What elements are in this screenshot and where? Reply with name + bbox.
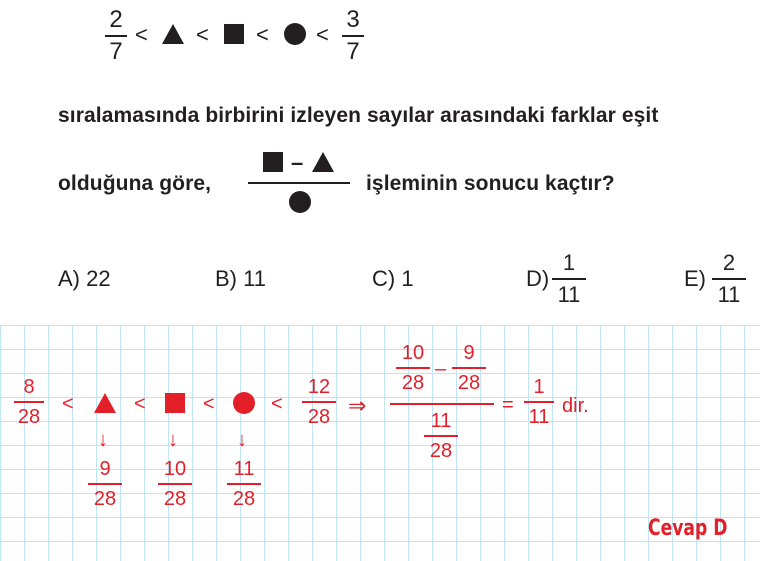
fraction-bar bbox=[342, 35, 364, 37]
triangle-icon bbox=[94, 393, 116, 413]
option-d-label[interactable]: D) bbox=[526, 266, 550, 291]
numerator: 9 bbox=[99, 458, 111, 480]
numerator: 1 bbox=[533, 376, 545, 398]
question-line-2-prefix: olduğuna göre, bbox=[58, 172, 212, 195]
denominator: 7 bbox=[346, 38, 360, 65]
equals-sign: = bbox=[502, 394, 514, 416]
triangle-icon bbox=[312, 152, 334, 172]
solution-right-fraction bbox=[302, 377, 336, 427]
arrow-down-icon: ↓ bbox=[237, 429, 247, 451]
numerator: 2 bbox=[722, 250, 736, 275]
question-line-1: sıralamasında birbirini izleyen sayılar arasındaki farklar eşit bbox=[58, 104, 659, 127]
numerator: 3 bbox=[346, 6, 360, 33]
result-suffix: dir. bbox=[562, 395, 589, 417]
denominator: 11 bbox=[717, 282, 741, 307]
option-c[interactable]: C) 1 bbox=[372, 266, 414, 291]
numerator: 9 bbox=[463, 342, 475, 364]
arrow-down-icon: ↓ bbox=[98, 429, 108, 451]
fraction-bar bbox=[105, 35, 127, 37]
less-than-sign: < bbox=[134, 393, 146, 415]
triangle-value-fraction bbox=[88, 459, 122, 509]
denominator: 7 bbox=[109, 38, 123, 65]
numerator: 1 bbox=[562, 250, 576, 275]
big-numerator-second-fraction bbox=[452, 343, 486, 393]
fraction-bar bbox=[248, 182, 350, 184]
square-icon bbox=[263, 152, 283, 172]
square-value-fraction bbox=[158, 459, 192, 509]
circle-icon bbox=[284, 23, 306, 45]
numerator: 11 bbox=[233, 458, 255, 480]
square-icon bbox=[224, 24, 244, 44]
numerator: 10 bbox=[401, 342, 425, 364]
arrow-down-icon: ↓ bbox=[168, 429, 178, 451]
option-e-label[interactable]: E) bbox=[684, 266, 706, 291]
fraction-bar bbox=[424, 435, 458, 437]
solution-left-fraction bbox=[14, 377, 44, 427]
solution-grid-background bbox=[0, 325, 760, 561]
less-than-sign: < bbox=[316, 22, 329, 47]
less-than-sign: < bbox=[196, 22, 209, 47]
numerator: 10 bbox=[163, 458, 187, 480]
top-left-fraction bbox=[105, 8, 127, 64]
answer-label: Cevap D bbox=[648, 516, 728, 541]
fraction-bar bbox=[396, 367, 430, 369]
option-e-fraction[interactable] bbox=[712, 252, 746, 306]
denominator: 11 bbox=[528, 406, 550, 428]
fraction-bar bbox=[712, 278, 746, 280]
square-icon bbox=[165, 393, 185, 413]
fraction-bar bbox=[14, 401, 44, 403]
denominator: 28 bbox=[232, 488, 256, 510]
less-than-sign: < bbox=[271, 393, 283, 415]
denominator: 28 bbox=[307, 406, 331, 428]
fraction-bar bbox=[524, 401, 554, 403]
circle-value-fraction bbox=[227, 459, 261, 509]
denominator: 28 bbox=[457, 372, 481, 394]
numerator: 12 bbox=[307, 376, 331, 398]
fraction-bar bbox=[552, 278, 586, 280]
result-fraction bbox=[524, 377, 554, 427]
fraction-bar bbox=[227, 483, 261, 485]
minus-sign: – bbox=[435, 358, 447, 380]
implies-arrow-icon: ⇒ bbox=[348, 393, 367, 418]
less-than-sign: < bbox=[256, 22, 269, 47]
denominator: 28 bbox=[163, 488, 187, 510]
big-denominator-fraction bbox=[424, 411, 458, 461]
circle-icon bbox=[289, 191, 311, 213]
minus-sign: – bbox=[291, 150, 304, 175]
top-right-fraction bbox=[342, 8, 364, 64]
fraction-bar bbox=[88, 483, 122, 485]
less-than-sign: < bbox=[203, 393, 215, 415]
less-than-sign: < bbox=[62, 393, 74, 415]
denominator: 11 bbox=[557, 282, 581, 307]
big-numerator-first-fraction bbox=[396, 343, 430, 393]
question-line-2-suffix: işleminin sonucu kaçtır? bbox=[366, 172, 615, 195]
triangle-icon bbox=[162, 24, 184, 44]
option-a[interactable]: A) 22 bbox=[58, 266, 111, 291]
fraction-bar bbox=[302, 401, 336, 403]
numerator: 2 bbox=[109, 6, 123, 33]
option-b[interactable]: B) 11 bbox=[215, 266, 266, 291]
main-fraction-bar bbox=[390, 403, 494, 405]
circle-icon bbox=[233, 392, 255, 414]
numerator: 11 bbox=[430, 410, 452, 432]
denominator: 28 bbox=[401, 372, 425, 394]
denominator: 28 bbox=[93, 488, 117, 510]
fraction-bar bbox=[158, 483, 192, 485]
denominator: 28 bbox=[17, 406, 41, 428]
numerator: 8 bbox=[23, 376, 35, 398]
less-than-sign: < bbox=[135, 22, 148, 47]
fraction-bar bbox=[452, 367, 486, 369]
option-d-fraction[interactable] bbox=[552, 252, 586, 306]
denominator: 28 bbox=[429, 440, 453, 462]
